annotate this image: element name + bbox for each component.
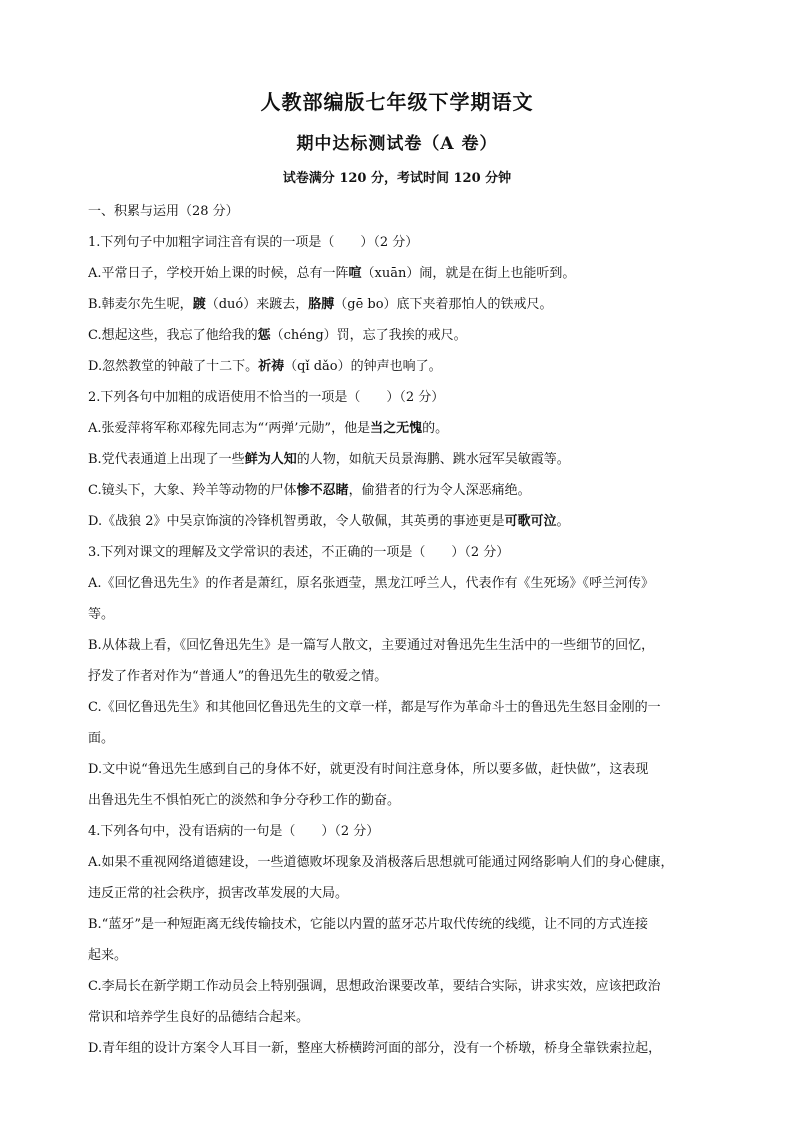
text-segment: 违反正常的社会秩序，损害改革发展的大局。 — [88, 886, 349, 901]
bold-term: 当之无愧 — [370, 421, 423, 436]
text-line — [88, 909, 714, 940]
text-line — [88, 785, 714, 816]
bold-term: 胳膊 — [308, 297, 335, 312]
text-line — [88, 940, 714, 971]
text-segment: 起来。 — [88, 948, 128, 963]
text-line — [88, 289, 714, 320]
text-segment: ，偷猎者的行为令人深恶痛绝。 — [348, 483, 531, 498]
text-line — [88, 382, 714, 413]
text-segment: B.“蓝牙”是一种短距离无线传输技术，它能以内置的蓝牙芯片取代传统的线缆，让不同的方式连接 — [88, 917, 648, 932]
bold-term: 惩 — [257, 328, 271, 343]
text-segment: 的。 — [422, 421, 449, 436]
text-segment: A.如果不重视网络道德建设，一些道德败坏现象及消极落后思想就可能通过网络影响人们的身心健康， — [88, 855, 674, 870]
text-segment: 的人物，如航天员景海鹏、跳水冠军吴敏霞等。 — [296, 452, 570, 467]
text-segment: 3.下列对课文的理解及文学常识的表述，不正确的一项是（ ）（2 分） — [88, 545, 510, 560]
text-segment: 面。 — [88, 731, 115, 746]
text-segment: （xuān）闹，就是在街上也能听到。 — [361, 266, 576, 281]
text-segment: 4.下列各句中，没有语病的一句是（ ）（2 分） — [88, 824, 380, 839]
text-line — [88, 351, 714, 382]
text-segment: C.李局长在新学期工作动员会上特别强调，思想政治课要改革，要结合实际，讲求实效，应该把政治 — [88, 979, 661, 994]
bold-term: 祈祷 — [258, 359, 285, 374]
text-segment: D.忽然教堂的钟敲了十二下。 — [88, 359, 259, 374]
text-segment: （duó）来踱去， — [205, 297, 309, 312]
text-segment: （gē bo）底下夹着那怕人的铁戒尺。 — [334, 297, 553, 312]
text-segment: B.韩麦尔先生呢， — [88, 297, 193, 312]
text-segment: 等。 — [88, 607, 115, 622]
text-line — [88, 661, 714, 692]
text-segment: 一、积累与运用（28 分） — [88, 204, 239, 219]
text-line — [88, 258, 714, 289]
text-segment: C.镜头下，大象、羚羊等动物的尸体 — [88, 483, 297, 498]
text-segment: 抒发了作者对作为“普通人”的鲁迅先生的敬爱之情。 — [88, 669, 388, 684]
text-line — [88, 630, 714, 661]
exam-title: 人教部编版七年级下学期语文 — [260, 90, 534, 114]
text-line — [88, 692, 714, 723]
bold-term: 喧 — [348, 266, 362, 281]
text-line — [88, 599, 714, 630]
text-segment: （qǐ dǎo）的钟声也响了。 — [284, 359, 442, 374]
text-line — [88, 413, 714, 444]
text-segment: C.《回忆鲁迅先生》和其他回忆鲁迅先生的文章一样，都是写作为革命斗士的鲁迅先生怒目金刚的一 — [88, 700, 661, 715]
text-segment: D.《战狼 2》中吴京饰演的冷锋机智勇敢，令人敬佩，其英勇的事迹更是 — [88, 514, 505, 529]
text-segment: 1.下列句子中加粗字词注音有误的一项是（ ）（2 分） — [88, 235, 419, 250]
text-line — [88, 816, 714, 847]
text-line — [88, 723, 714, 754]
text-line — [88, 1002, 714, 1033]
bold-term: 惨不忍睹 — [296, 483, 349, 498]
text-line — [88, 754, 714, 785]
text-segment: D.青年组的设计方案令人耳目一新，整座大桥横跨河面的部分，没有一个桥墩，桥身全靠铁索拉起， — [88, 1041, 662, 1056]
bold-term: 踱 — [192, 297, 206, 312]
text-segment: B.党代表通道上出现了一些 — [88, 452, 245, 467]
text-line — [88, 475, 714, 506]
text-segment: 。 — [556, 514, 570, 529]
exam-info: 试卷满分 120 分，考试时间 120 分钟 — [282, 171, 512, 186]
text-line — [88, 847, 714, 878]
text-segment: D.文中说“鲁迅先生感到自己的身体不好，就更没有时间注意身体，所以要多做，赶快做”，这表现 — [88, 762, 649, 777]
text-segment: C.想起这些，我忘了他给我的 — [88, 328, 258, 343]
text-segment: 2.下列各句中加粗的成语使用不恰当的一项是（ ）（2 分） — [88, 390, 445, 405]
text-line — [88, 568, 714, 599]
text-segment: A.平常日子，学校开始上课的时候，总有一阵 — [88, 266, 349, 281]
text-segment: 出鲁迅先生不惧怕死亡的淡然和争分夺秒工作的勤奋。 — [88, 793, 401, 808]
text-line — [88, 506, 714, 537]
text-segment: 常识和培养学生良好的品德结合起来。 — [88, 1010, 310, 1025]
text-line — [88, 537, 714, 568]
bold-term: 鲜为人知 — [244, 452, 297, 467]
text-segment: （chéng）罚，忘了我挨的戒尺。 — [270, 328, 467, 343]
exam-subtitle: 期中达标测试卷（A 卷） — [296, 134, 498, 154]
text-segment: A.张爱萍将军称邓稼先同志为“‘两弹’元勋”，他是 — [88, 421, 371, 436]
text-line — [88, 971, 714, 1002]
text-line — [88, 196, 714, 227]
text-line — [88, 1033, 714, 1064]
text-line — [88, 227, 714, 258]
text-segment: B.从体裁上看，《回忆鲁迅先生》是一篇写人散文，主要通过对鲁迅先生生活中的一些细节的回忆， — [88, 638, 655, 653]
text-line — [88, 320, 714, 351]
text-segment: A.《回忆鲁迅先生》的作者是萧红，原名张迺莹，黑龙江呼兰人，代表作有《生死场》《呼兰河传》 — [88, 576, 655, 591]
bold-term: 可歌可泣 — [504, 514, 557, 529]
exam-body — [88, 196, 714, 1064]
text-line — [88, 444, 714, 475]
text-line — [88, 878, 714, 909]
